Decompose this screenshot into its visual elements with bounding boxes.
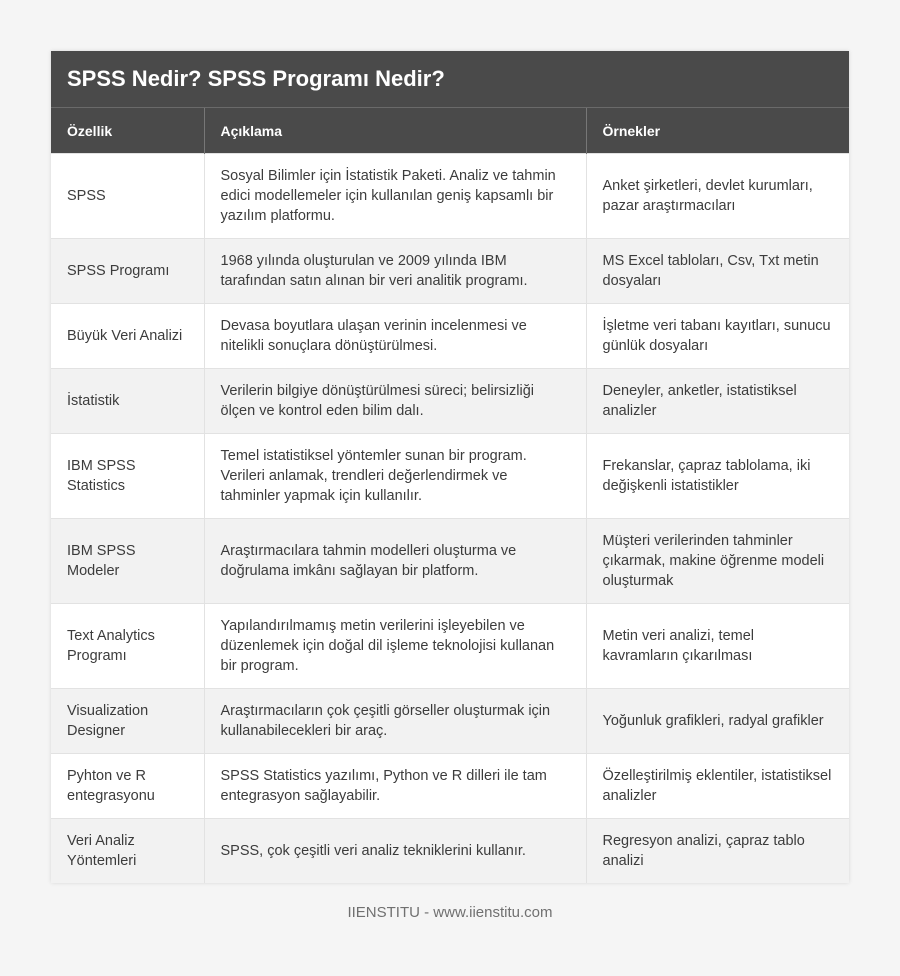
- cell-feature: SPSS: [51, 154, 204, 239]
- table-row: [51, 754, 849, 819]
- cell-description: SPSS Statistics yazılımı, Python ve R dilleri ile tam entegrasyon sağlayabilir.: [204, 754, 586, 819]
- cell-examples: İşletme veri tabanı kayıtları, sunucu günlük dosyaları: [586, 304, 849, 369]
- cell-examples: Regresyon analizi, çapraz tablo analizi: [586, 819, 849, 884]
- cell-examples: Müşteri verilerinden tahminler çıkarmak, makine öğrenme modeli oluşturmak: [586, 519, 849, 604]
- cell-description: Devasa boyutlara ulaşan verinin incelenmesi ve nitelikli sonuçlara dönüştürülmesi.: [204, 304, 586, 369]
- column-header-description: Açıklama: [204, 108, 586, 154]
- table-row: [51, 434, 849, 519]
- spss-table: [51, 108, 849, 883]
- table-row: [51, 689, 849, 754]
- cell-feature: IBM SPSS Modeler: [51, 519, 204, 604]
- cell-feature: Text Analytics Programı: [51, 604, 204, 689]
- cell-feature: Veri Analiz Yöntemleri: [51, 819, 204, 884]
- table-row: [51, 819, 849, 884]
- table-row: [51, 519, 849, 604]
- cell-description: Yapılandırılmamış metin verilerini işleyebilen ve düzenlemek için doğal dil işleme teknolojisi kullanan bir program.: [204, 604, 586, 689]
- cell-examples: Özelleştirilmiş eklentiler, istatistiksel analizler: [586, 754, 849, 819]
- cell-feature: Büyük Veri Analizi: [51, 304, 204, 369]
- spss-table-card: [51, 51, 849, 883]
- cell-feature: Visualization Designer: [51, 689, 204, 754]
- cell-examples: Anket şirketleri, devlet kurumları, pazar araştırmacıları: [586, 154, 849, 239]
- column-header-feature: Özellik: [51, 108, 204, 154]
- cell-examples: Deneyler, anketler, istatistiksel analizler: [586, 369, 849, 434]
- table-row: [51, 369, 849, 434]
- cell-examples: Yoğunluk grafikleri, radyal grafikler: [586, 689, 849, 754]
- table-row: [51, 154, 849, 239]
- cell-feature: İstatistik: [51, 369, 204, 434]
- footer-credit: IIENSTITU - www.iienstitu.com: [347, 904, 553, 921]
- cell-feature: IBM SPSS Statistics: [51, 434, 204, 519]
- cell-description: 1968 yılında oluşturulan ve 2009 yılında IBM tarafından satın alınan bir veri analitik programı.: [204, 239, 586, 304]
- cell-description: Sosyal Bilimler için İstatistik Paketi. Analiz ve tahmin edici modellemeler için kullanılan geniş kapsamlı bir yazılım platformu.: [204, 154, 586, 239]
- cell-description: Verilerin bilgiye dönüştürülmesi süreci; belirsizliği ölçen ve kontrol eden bilim dalı.: [204, 369, 586, 434]
- cell-description: SPSS, çok çeşitli veri analiz tekniklerini kullanır.: [204, 819, 586, 884]
- cell-examples: Metin veri analizi, temel kavramların çıkarılması: [586, 604, 849, 689]
- table-row: [51, 604, 849, 689]
- table-row: [51, 239, 849, 304]
- table-header-row: [51, 108, 849, 154]
- cell-examples: Frekanslar, çapraz tablolama, iki değişkenli istatistikler: [586, 434, 849, 519]
- table-title: SPSS Nedir? SPSS Programı Nedir?: [51, 51, 849, 108]
- cell-description: Araştırmacıların çok çeşitli görseller oluşturmak için kullanabilecekleri bir araç.: [204, 689, 586, 754]
- table-row: [51, 304, 849, 369]
- cell-feature: Pyhton ve R entegrasyonu: [51, 754, 204, 819]
- cell-description: Araştırmacılara tahmin modelleri oluşturma ve doğrulama imkânı sağlayan bir platform.: [204, 519, 586, 604]
- cell-description: Temel istatistiksel yöntemler sunan bir program. Verileri anlamak, trendleri değerlendirmek ve tahminler yapmak için kullanılır.: [204, 434, 586, 519]
- cell-examples: MS Excel tabloları, Csv, Txt metin dosyaları: [586, 239, 849, 304]
- column-header-examples: Örnekler: [586, 108, 849, 154]
- cell-feature: SPSS Programı: [51, 239, 204, 304]
